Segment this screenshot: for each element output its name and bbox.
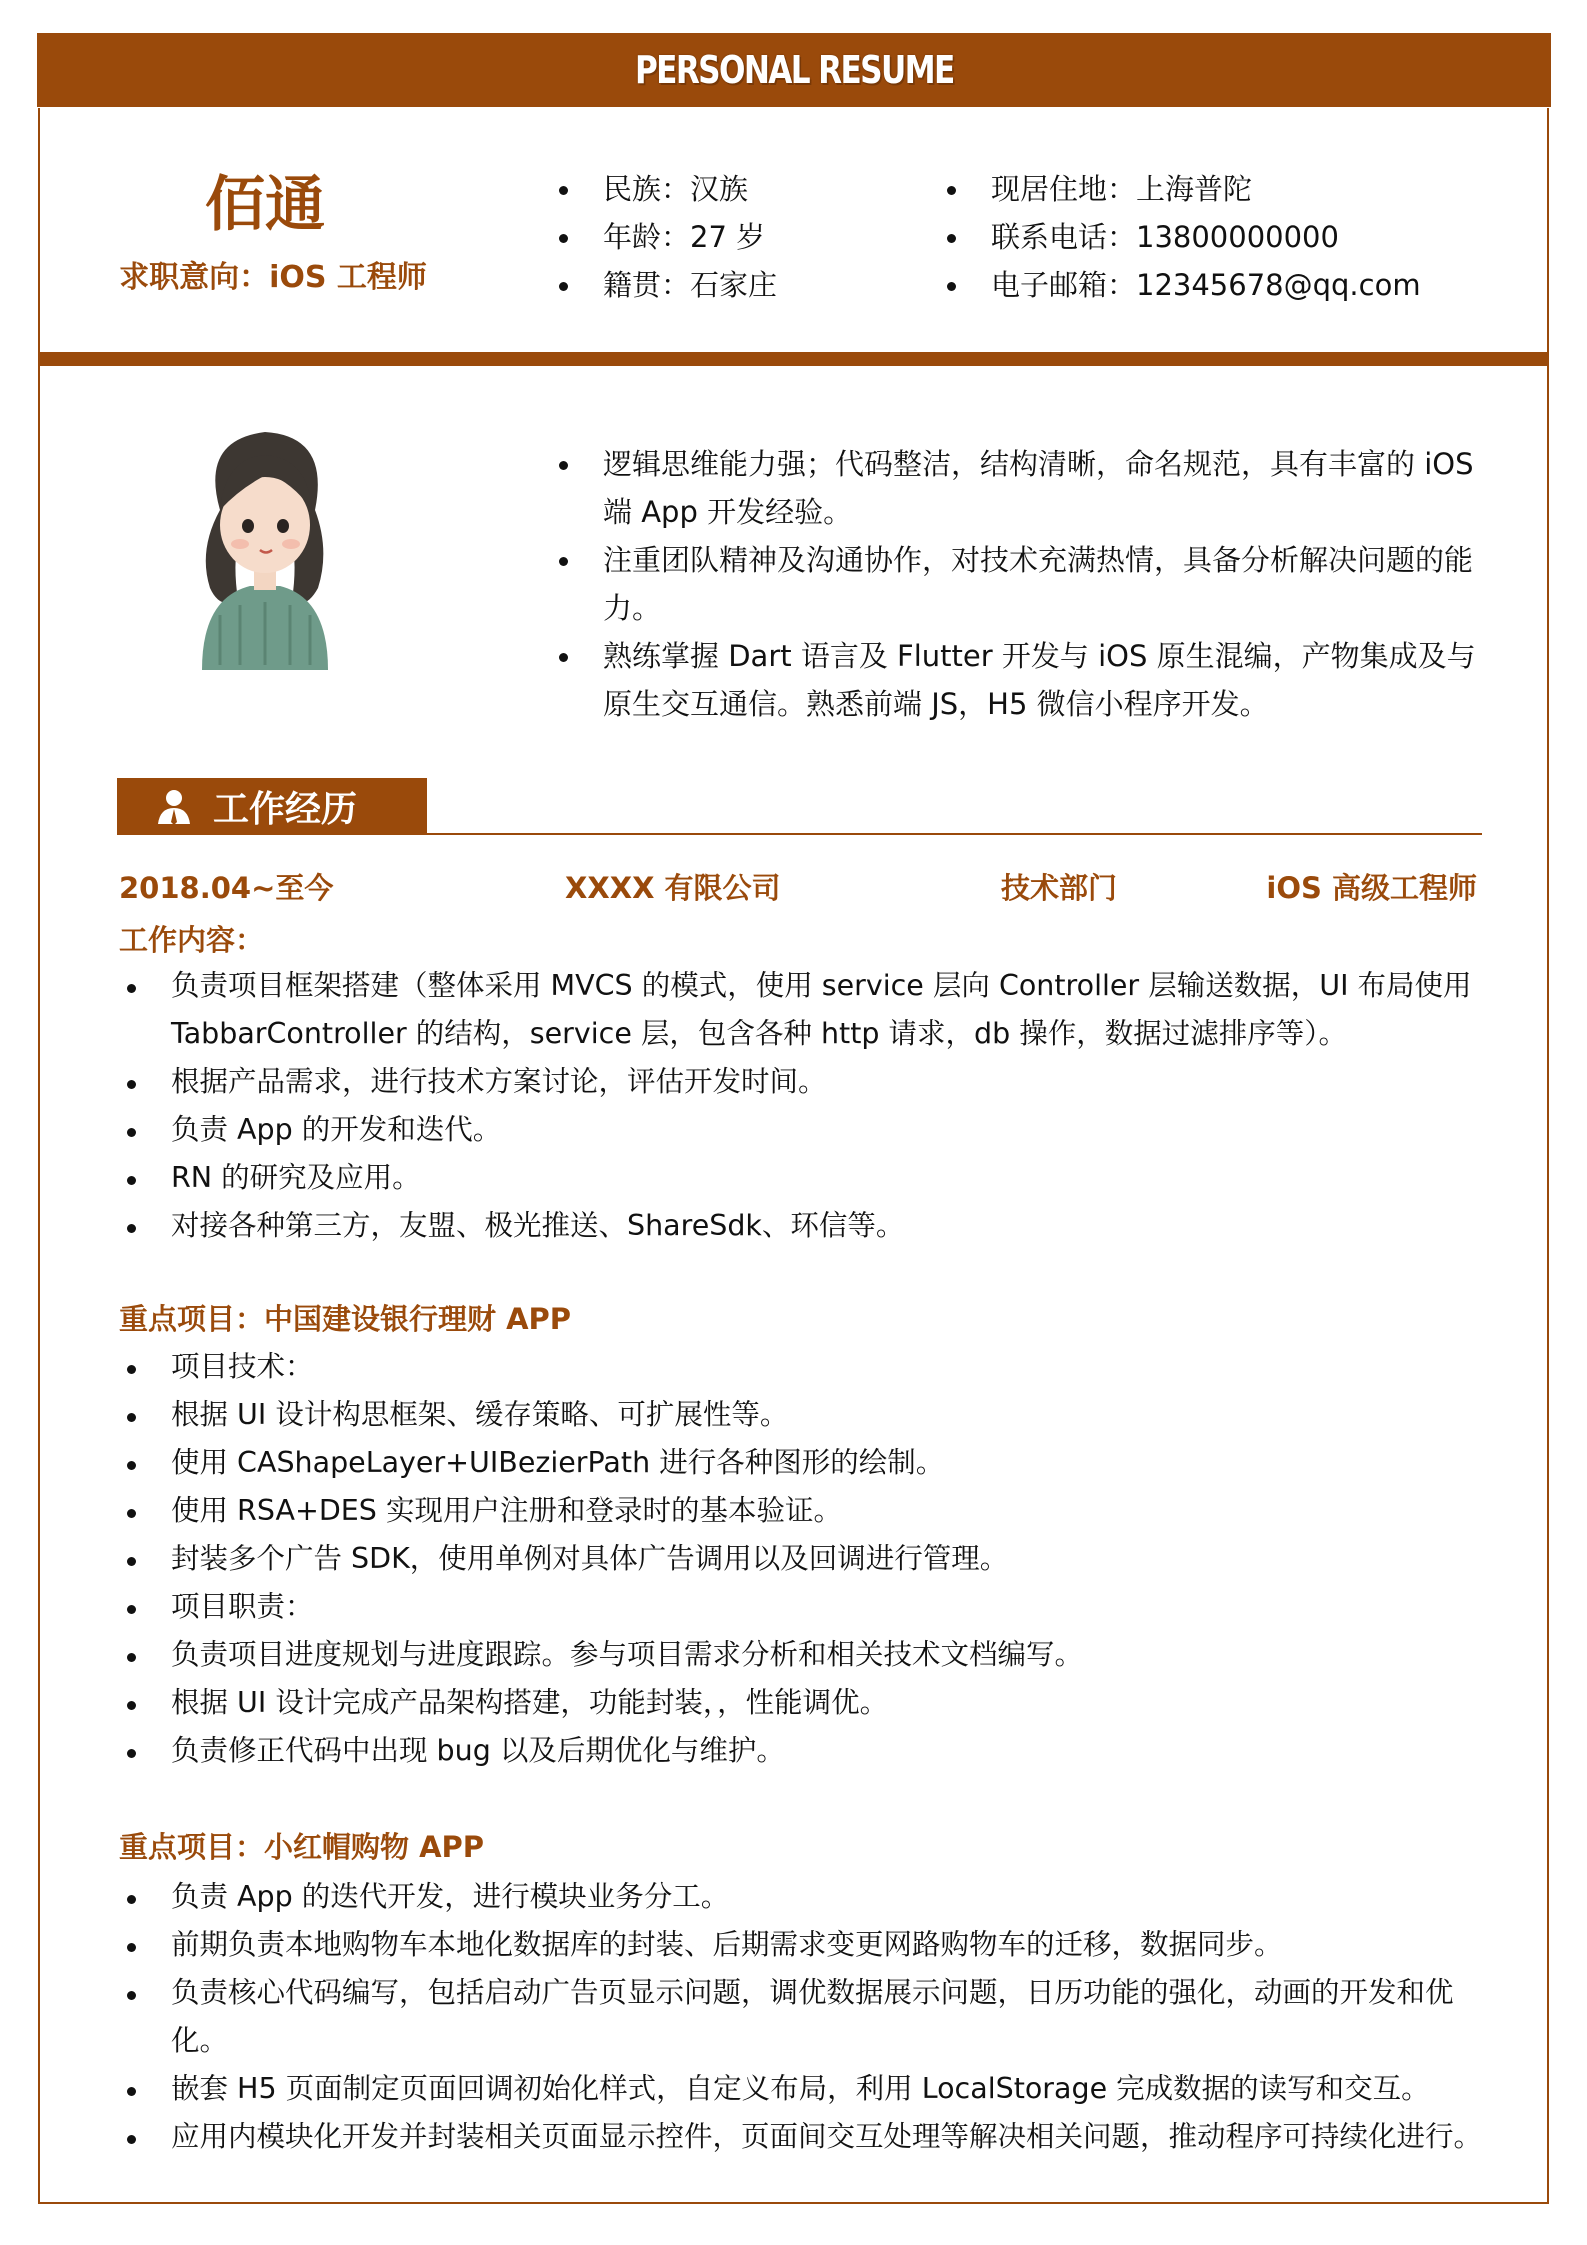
personal-info-right xyxy=(939,165,1459,309)
summary-list xyxy=(551,440,1491,728)
job-meta-row xyxy=(119,866,1481,910)
list-item: 根据 UI 设计完成产品架构搭建，功能封装，，性能调优。 xyxy=(119,1679,1494,1727)
work-content-label: 工作内容： xyxy=(119,923,265,957)
list-item: 项目职责： xyxy=(119,1583,1494,1631)
job-department: 技术部门 xyxy=(1001,871,1118,905)
list-item: 负责项目进度规划与进度跟踪。参与项目需求分析和相关技术文档编写。 xyxy=(119,1631,1494,1679)
list-item: 根据产品需求，进行技术方案讨论，评估开发时间。 xyxy=(119,1058,1494,1106)
list-item: 嵌套 H5 页面制定页面回调初始化样式，自定义布局，利用 LocalStorage 完成数据的读写和交互。 xyxy=(119,2065,1494,2113)
summary-item: 注重团队精神及沟通协作，对技术充满热情，具备分析解决问题的能力。 xyxy=(551,536,1491,632)
list-item: 根据 UI 设计构思框架、缓存策略、可扩展性等。 xyxy=(119,1391,1494,1439)
list-item: RN 的研究及应用。 xyxy=(119,1154,1494,1202)
info-ethnicity: 民族：汉族 xyxy=(551,165,881,213)
candidate-name: 佰通 xyxy=(205,170,325,240)
list-item: 前期负责本地购物车本地化数据库的封装、后期需求变更网路购物车的迁移，数据同步。 xyxy=(119,1921,1494,1969)
info-email: 电子邮箱：12345678@qq.com xyxy=(939,261,1459,309)
list-item: 负责项目框架搭建（整体采用 MVCS 的模式，使用 service 层向 Controller 层输送数据，UI 布局使用 TabbarController 的结构，service 层，包含各种 http 请求，db 操作，数据过滤排序等）。 xyxy=(119,962,1494,1058)
person-icon xyxy=(155,788,193,826)
summary-item: 熟练掌握 Dart 语言及 Flutter 开发与 iOS 原生混编，产物集成及与原生交互通信。熟悉前端 JS，H5 微信小程序开发。 xyxy=(551,632,1491,728)
personal-info-left xyxy=(551,165,881,309)
project-title-ccb: 重点项目：中国建设银行理财 APP xyxy=(119,1302,572,1336)
list-item: 使用 CAShapeLayer+UIBezierPath 进行各种图形的绘制。 xyxy=(119,1439,1494,1487)
section-tab xyxy=(117,778,427,835)
job-period: 2018.04~至今 xyxy=(119,871,334,905)
header-divider xyxy=(38,352,1549,366)
info-hometown: 籍贯：石家庄 xyxy=(551,261,881,309)
job-company: XXXX 有限公司 xyxy=(565,871,781,905)
list-item: 使用 RSA+DES 实现用户注册和登录时的基本验证。 xyxy=(119,1487,1494,1535)
avatar xyxy=(180,410,350,670)
section-title: 工作经历 xyxy=(213,789,358,830)
project-list-ccb xyxy=(119,1343,1494,1775)
project-title-redhat: 重点项目：小红帽购物 APP xyxy=(119,1830,485,1864)
banner xyxy=(37,33,1551,107)
list-item: 对接各种第三方，友盟、极光推送、ShareSdk、环信等。 xyxy=(119,1202,1494,1250)
list-item: 应用内模块化开发并封装相关页面显示控件，页面间交互处理等解决相关问题，推动程序可持续化进行。 xyxy=(119,2113,1494,2161)
list-item: 项目技术： xyxy=(119,1343,1494,1391)
list-item: 负责 App 的开发和迭代。 xyxy=(119,1106,1494,1154)
info-residence: 现居住地：上海普陀 xyxy=(939,165,1459,213)
list-item: 封装多个广告 SDK，使用单例对具体广告调用以及回调进行管理。 xyxy=(119,1535,1494,1583)
section-rule xyxy=(117,833,1482,835)
job-target: 求职意向：iOS 工程师 xyxy=(119,260,427,295)
section-work-experience xyxy=(117,778,1482,838)
list-item: 负责 App 的迭代开发，进行模块业务分工。 xyxy=(119,1873,1494,1921)
list-item: 负责修正代码中出现 bug 以及后期优化与维护。 xyxy=(119,1727,1494,1775)
info-age: 年龄：27 岁 xyxy=(551,213,881,261)
list-item: 负责核心代码编写，包括启动广告页显示问题，调优数据展示问题，日历功能的强化，动画的开发和优化。 xyxy=(119,1969,1494,2065)
project-list-redhat xyxy=(119,1873,1494,2161)
work-content-list xyxy=(119,962,1494,1250)
info-phone: 联系电话：13800000000 xyxy=(939,213,1459,261)
job-title: iOS 高级工程师 xyxy=(1266,871,1477,905)
banner-title: PERSONAL RESUME xyxy=(634,48,954,92)
summary-item: 逻辑思维能力强；代码整洁，结构清晰，命名规范，具有丰富的 iOS 端 App 开发经验。 xyxy=(551,440,1491,536)
